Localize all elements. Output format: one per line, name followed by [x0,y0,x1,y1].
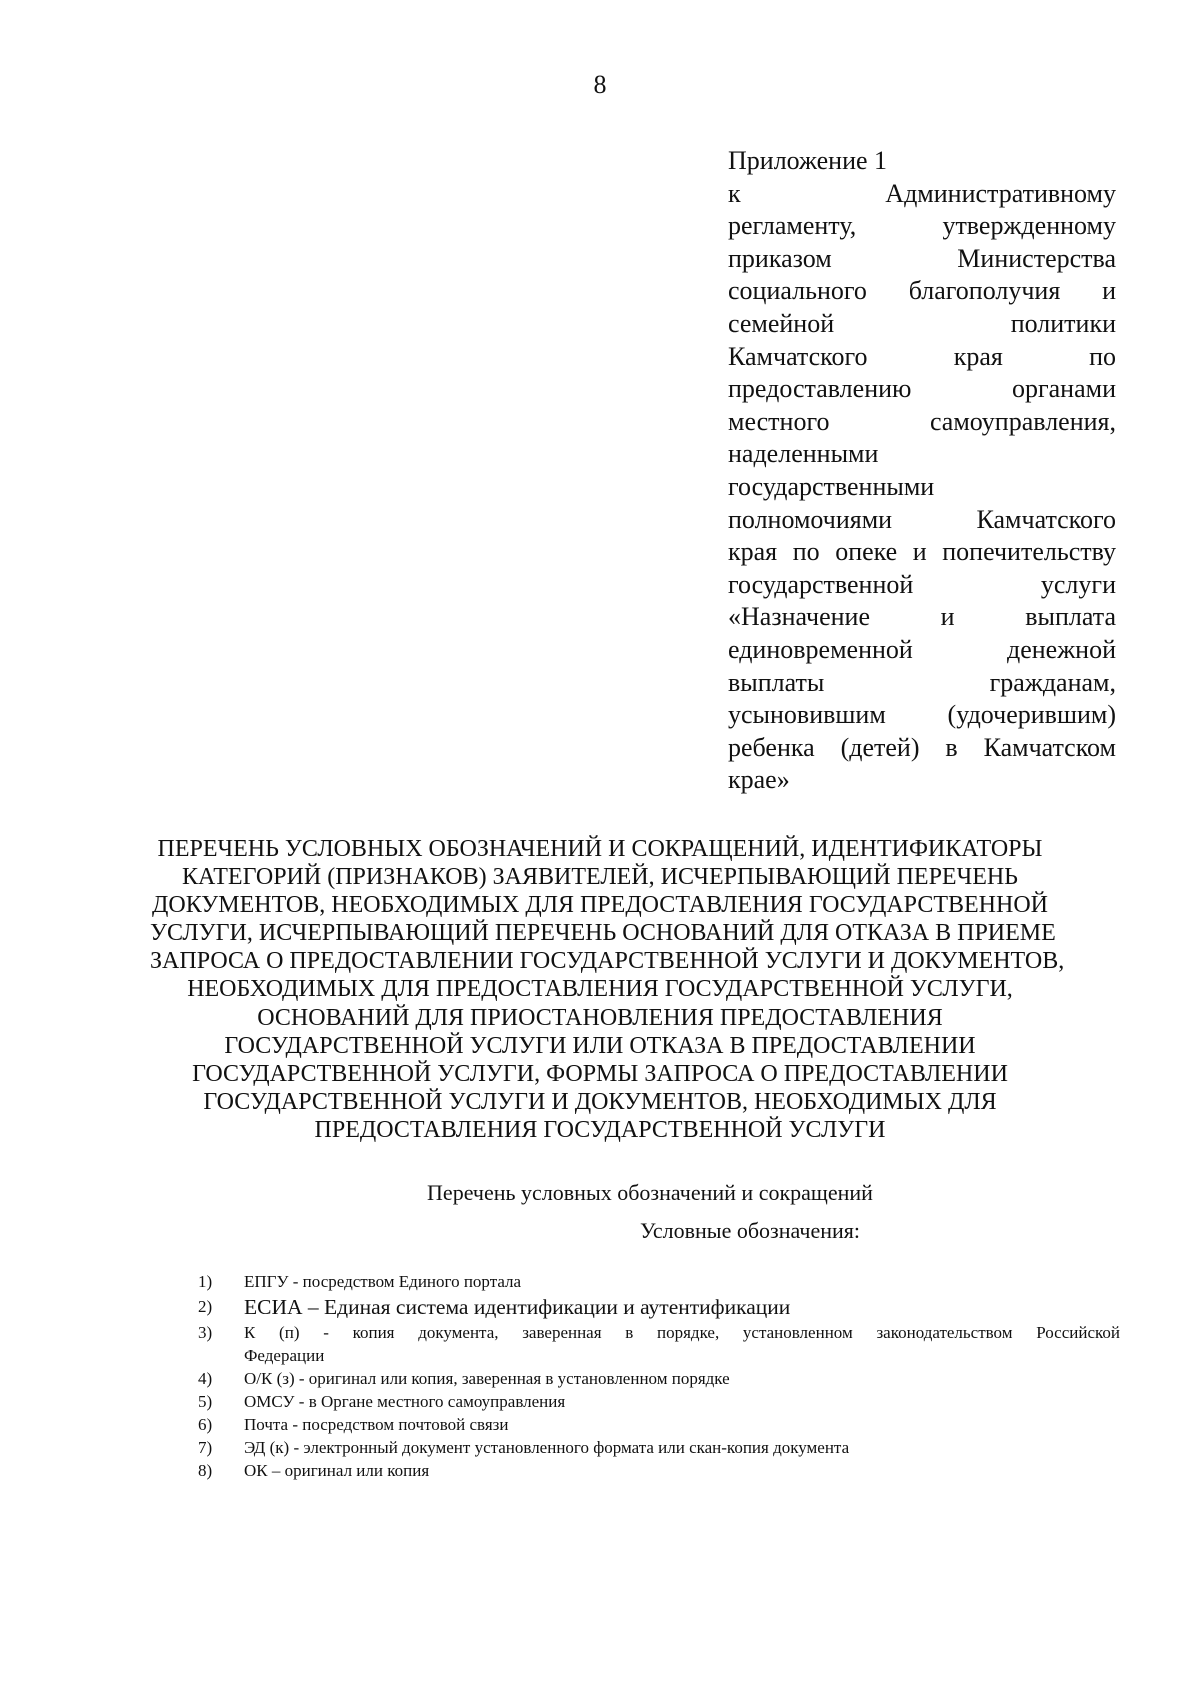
heading-line: НЕОБХОДИМЫХ ДЛЯ ПРЕДОСТАВЛЕНИЯ ГОСУДАРСТВЕННОЙ УСЛУГИ, [187,976,1013,1003]
list-item-number: 5) [198,1392,213,1411]
heading-line: ДОКУМЕНТОВ, НЕОБХОДИМЫХ ДЛЯ ПРЕДОСТАВЛЕНИЯ ГОСУДАРСТВЕННОЙ [152,892,1048,919]
list-item [198,1321,1120,1367]
heading-line: ОСНОВАНИЙ ДЛЯ ПРИОСТАНОВЛЕНИЯ ПРЕДОСТАВЛЕНИЯ [257,1004,943,1031]
appendix-line: социального благополучия и [728,276,1116,306]
heading-line: ГОСУДАРСТВЕННОЙ УСЛУГИ ИЛИ ОТКАЗА В ПРЕДОСТАВЛЕНИИ [224,1032,976,1059]
list-item-text: Почта - посредством почтовой связи [244,1415,509,1434]
appendix-line: ребенка (детей) в Камчатском [728,732,1116,762]
list-item-number: 1) [198,1272,213,1291]
appendix-title: Приложение 1 [728,146,888,175]
list-item [198,1413,1120,1436]
list-item [198,1367,1120,1390]
list-item-number: 6) [198,1415,213,1434]
appendix-line: Камчатского края по [728,341,1116,371]
list-item-text [244,1321,1120,1367]
appendix-line: единовременной денежной [728,634,1116,664]
list-item-number: 8) [198,1461,213,1480]
appendix-line: «Назначение и выплата [728,602,1116,632]
list-item [198,1390,1120,1413]
heading-line: ГОСУДАРСТВЕННОЙ УСЛУГИ И ДОКУМЕНТОВ, НЕОБХОДИМЫХ ДЛЯ [203,1088,997,1115]
list-item-text-line: Федерации [244,1346,325,1365]
appendix-line: к Административному [728,178,1116,208]
list-item-number: 2) [198,1297,213,1316]
heading-line: ЗАПРОСА О ПРЕДОСТАВЛЕНИИ ГОСУДАРСТВЕННОЙ УСЛУГИ И ДОКУМЕНТОВ, [150,948,1065,975]
list-item [198,1293,1120,1321]
list-item [198,1459,1120,1482]
page-number: 8 [593,70,607,99]
heading-line: ПЕРЕЧЕНЬ УСЛОВНЫХ ОБОЗНАЧЕНИЙ И СОКРАЩЕНИЙ, ИДЕНТИФИКАТОРЫ [157,836,1043,862]
appendix-line: регламенту, утвержденному [728,211,1116,241]
appendix-line: края по опеке и попечительству [728,537,1116,567]
list-item-number: 7) [198,1438,213,1457]
legend-title: Условные обозначения: [639,1218,861,1243]
appendix-line: крае» [728,765,790,795]
appendix-line: выплаты гражданам, [728,667,1116,697]
list-item-number: 3) [198,1323,213,1342]
list-item [198,1436,1120,1459]
heading-line: КАТЕГОРИЙ (ПРИЗНАКОВ) ЗАЯВИТЕЛЕЙ, ИСЧЕРПЫВАЮЩИЙ ПЕРЕЧЕНЬ [182,864,1018,891]
appendix-line: предоставлению органами [728,374,1116,404]
appendix-line: государственными [728,471,935,501]
document-heading [150,835,1065,1144]
list-item [198,1270,1120,1293]
heading-line: ГОСУДАРСТВЕННОЙ УСЛУГИ, ФОРМЫ ЗАПРОСА О ПРЕДОСТАВЛЕНИИ [192,1060,1008,1087]
abbreviation-list [198,1270,1120,1482]
appendix-line: наделенными [728,439,879,469]
list-item-text: О/К (з) - оригинал или копия, заверенная в установленном порядке [244,1369,730,1388]
appendix-block [728,145,1116,797]
appendix-line: приказом Министерства [728,243,1116,273]
list-item-number: 4) [198,1369,213,1388]
list-item-text-line: К (п) - копия документа, заверенная в порядке, установленном законодательством Российской [244,1323,1120,1342]
heading-line: УСЛУГИ, ИСЧЕРПЫВАЮЩИЙ ПЕРЕЧЕНЬ ОСНОВАНИЙ ДЛЯ ОТКАЗА В ПРИЕМЕ [150,920,1056,947]
list-item-text: ОМСУ - в Органе местного самоуправления [244,1392,566,1411]
appendix-line: государственной услуги [728,569,1116,599]
appendix-line: семейной политики [728,308,1116,338]
list-item-text: ЭД (к) - электронный документ установленного формата или скан-копия документа [244,1438,850,1457]
appendix-line: полномочиями Камчатского [728,504,1116,534]
list-item-text: ОК – оригинал или копия [244,1461,430,1480]
list-item-text: ЕПГУ - посредством Единого портала [244,1272,522,1291]
list-item-text: ЕСИА – Единая система идентификации и аутентификации [244,1295,791,1319]
heading-line: ПРЕДОСТАВЛЕНИЯ ГОСУДАРСТВЕННОЙ УСЛУГИ [314,1116,886,1143]
appendix-line: усыновившим (удочерившим) [728,700,1116,730]
subtitle: Перечень условных обозначений и сокращений [427,1180,873,1205]
appendix-line: местного самоуправления, [728,406,1116,436]
